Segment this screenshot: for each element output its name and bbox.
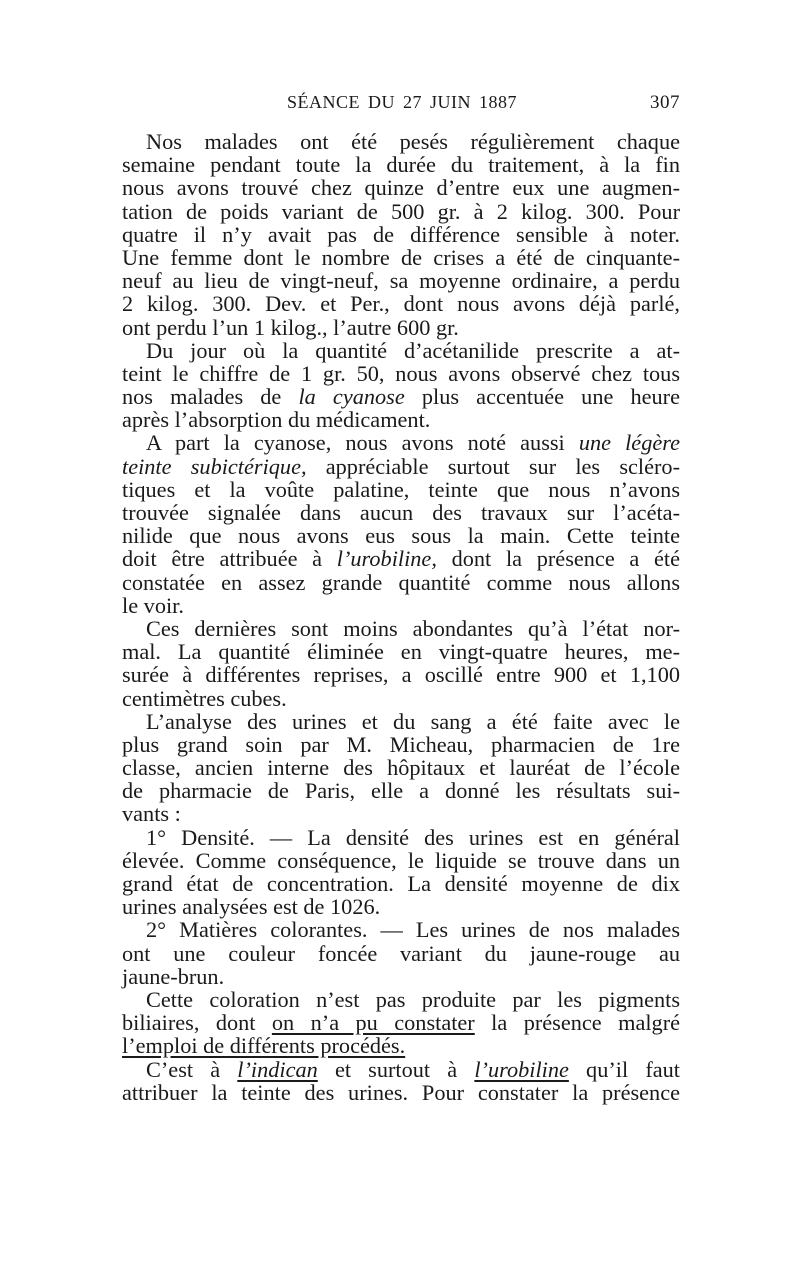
text-line xyxy=(122,802,680,825)
text-segment: Nos malades ont été pesés régulièrement chaque xyxy=(146,129,680,154)
text-segment: l’urobiline, xyxy=(336,546,437,572)
text-segment: tation de poids variant de 500 gr. à 2 kilog. 300. Pour xyxy=(122,198,680,224)
text-segment: la présence malgré xyxy=(474,1010,681,1036)
body-text xyxy=(122,130,680,1104)
text-segment: qu’il faut xyxy=(568,1056,680,1082)
text-segment: doit être attribuée à xyxy=(122,546,337,572)
text-line xyxy=(122,594,680,617)
text-segment: L’analyse des urines et du sang a été faite avec le xyxy=(146,708,680,734)
text-segment: urines analysées est de 1026. xyxy=(122,894,381,920)
text-line xyxy=(122,895,680,918)
text-segment: dont la présence a été xyxy=(436,546,680,572)
text-line xyxy=(122,571,680,594)
text-segment: A part la cyanose, nous avons noté aussi xyxy=(146,430,579,456)
text-line xyxy=(122,663,680,686)
text-segment: attribuer la teinte des urines. Pour constater la présence xyxy=(122,1079,680,1105)
text-line xyxy=(122,756,680,779)
text-segment: 2° Matières colorantes. — Les urines de nos malades xyxy=(146,917,680,943)
text-segment: jaune-brun. xyxy=(122,963,225,989)
book-page xyxy=(122,92,680,1104)
text-segment: après l’absorption du médicament. xyxy=(122,407,431,433)
text-segment: constatée en assez grande quantité comme nous allons xyxy=(122,569,680,595)
text-segment: teinte subictérique, xyxy=(122,453,307,479)
text-segment: biliaires, dont xyxy=(122,1010,272,1036)
text-segment: nilide que nous avons eus sous la main. Cette teinte xyxy=(122,523,680,549)
running-head-title: SÉANCE DU 27 JUIN 1887 xyxy=(287,92,517,112)
text-line xyxy=(122,1011,680,1034)
text-segment: Du jour où la quantité d’acétanilide prescrite a at- xyxy=(146,337,680,363)
text-segment: l’urobiline xyxy=(474,1056,569,1082)
text-segment: la cyanose xyxy=(298,384,405,410)
text-line xyxy=(122,710,680,733)
text-segment: 1° Densité. — La densité des urines est en général xyxy=(146,824,680,850)
text-segment: ont une couleur foncée variant du jaune-rouge au xyxy=(122,940,680,966)
text-line xyxy=(122,200,680,223)
text-segment: appréciable surtout sur les scléro- xyxy=(306,453,680,479)
text-line xyxy=(122,362,680,385)
text-line xyxy=(122,1081,680,1104)
text-segment: nos malades de xyxy=(122,384,299,410)
text-segment: ont perdu l’un 1 kilog., l’autre 600 gr. xyxy=(122,314,459,340)
text-line xyxy=(122,524,680,547)
text-line xyxy=(122,826,680,849)
text-line xyxy=(122,292,680,315)
text-segment: plus grand soin par M. Micheau, pharmacien de 1re xyxy=(122,731,680,757)
text-segment: classe, ancien interne des hôpitaux et lauréat de l’école xyxy=(122,755,680,781)
text-segment: Une femme dont le nombre de crises a été de cinquante- xyxy=(122,244,680,270)
text-segment: teint le chiffre de 1 gr. 50, nous avons observé chez tous xyxy=(122,360,680,386)
text-line xyxy=(122,988,680,1011)
text-line xyxy=(122,223,680,246)
text-line xyxy=(122,130,680,153)
text-line xyxy=(122,547,680,570)
text-segment: et surtout à xyxy=(317,1056,475,1082)
text-segment: nous avons trouvé chez quinze d’entre eux une augmen- xyxy=(122,175,680,201)
text-line xyxy=(122,339,680,362)
text-line xyxy=(122,176,680,199)
text-line xyxy=(122,385,680,408)
text-segment: l’indican xyxy=(237,1056,318,1082)
text-line xyxy=(122,733,680,756)
text-segment: élevée. Comme conséquence, le liquide se trouve dans un xyxy=(122,847,680,873)
text-line xyxy=(122,849,680,872)
text-segment: neuf au lieu de vingt-neuf, sa moyenne ordinaire, a perdu xyxy=(122,268,680,294)
text-segment: semaine pendant toute la durée du traitement, à la fin xyxy=(122,152,680,178)
text-line xyxy=(122,478,680,501)
text-line xyxy=(122,408,680,431)
running-head xyxy=(122,92,680,120)
text-segment: l’emploi de différents procédés. xyxy=(122,1033,406,1059)
text-segment: centimètres cubes. xyxy=(122,685,287,711)
text-segment: Ces dernières sont moins abondantes qu’à l’état nor- xyxy=(146,615,680,641)
text-segment: le voir. xyxy=(122,592,184,618)
text-segment: Cette coloration n’est pas produite par les pigments xyxy=(146,986,680,1012)
text-line xyxy=(122,153,680,176)
text-line xyxy=(122,431,680,454)
text-line xyxy=(122,918,680,941)
text-segment: une légère xyxy=(578,430,680,456)
text-line xyxy=(122,501,680,524)
text-segment: vants : xyxy=(122,801,181,827)
text-segment: quatre il n’y avait pas de différence sensible à noter. xyxy=(122,221,680,247)
text-segment: plus accentuée une heure xyxy=(404,384,681,410)
text-line xyxy=(122,640,680,663)
text-segment: on n’a pu constater xyxy=(271,1010,475,1036)
text-segment: de pharmacie de Paris, elle a donné les résultats sui- xyxy=(122,778,680,804)
text-line xyxy=(122,965,680,988)
text-segment: grand état de concentration. La densité moyenne de dix xyxy=(122,871,680,896)
text-line xyxy=(122,779,680,802)
text-segment: tiques et la voûte palatine, teinte que nous n’avons xyxy=(122,476,680,502)
text-line xyxy=(122,942,680,965)
text-segment: mal. La quantité éliminée en vingt-quatre heures, me- xyxy=(122,639,680,665)
text-line xyxy=(122,617,680,640)
page-number: 307 xyxy=(650,92,680,113)
text-line xyxy=(122,269,680,292)
text-line xyxy=(122,316,680,339)
text-line xyxy=(122,872,680,895)
text-segment: 2 kilog. 300. Dev. et Per., dont nous avons déjà parlé, xyxy=(122,291,680,317)
text-line xyxy=(122,687,680,710)
text-line xyxy=(122,1058,680,1081)
text-segment: trouvée signalée dans aucun des travaux sur l’acéta- xyxy=(122,500,680,525)
text-line xyxy=(122,1034,680,1057)
text-segment: surée à différentes reprises, a oscillé entre 900 et 1,100 xyxy=(122,662,680,688)
text-line xyxy=(122,455,680,478)
text-segment: C’est à xyxy=(146,1056,238,1082)
text-line xyxy=(122,246,680,269)
